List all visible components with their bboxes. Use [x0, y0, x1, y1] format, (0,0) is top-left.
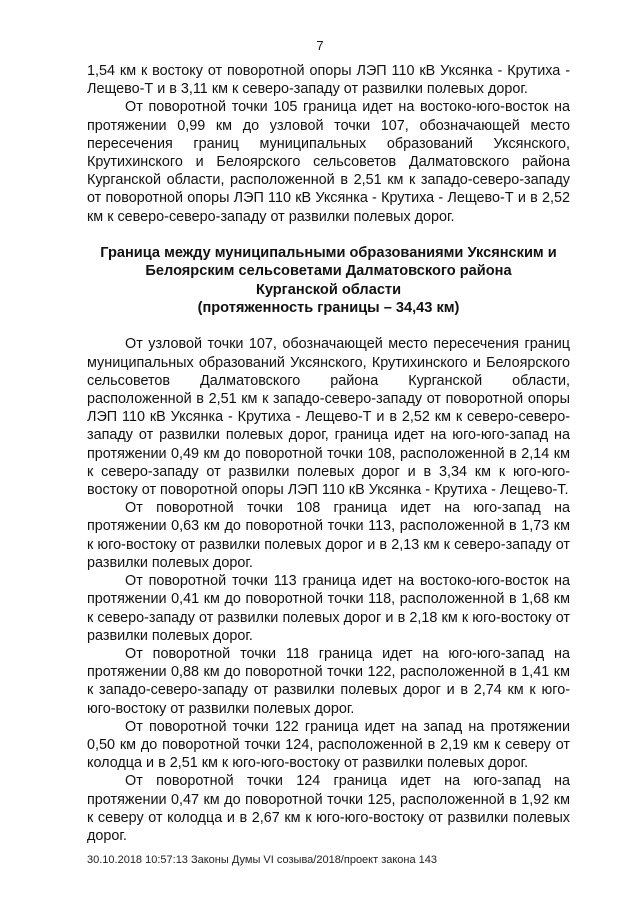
paragraph: От поворотной точки 122 граница идет на запад на протяжении 0,50 км до поворотной точки 124, расположенной в 2,19 км к северу от колодца и в 2,51 км к юго-юго-востоку от развилки полевых дорог.	[87, 718, 570, 772]
paragraph: От поворотной точки 105 граница идет на востоко-юго-восток на протяжении 0,99 км до узловой точки 107, обозначающей место пересечения границ муниципальных образований Уксянского, Крутихинского и Белоярского сельсоветов Далматовского района Курганской области, расположенной в 2,51 км к западо-северо-западу от поворотной опоры ЛЭП 110 кВ Уксянка - Крутиха - Лещево-Т и в 2,52 км к северо-северо-западу от развилки полевых дорог.	[87, 99, 570, 225]
section-heading-line: Курганской области	[255, 281, 402, 298]
paragraph: От поворотной точки 118 граница идет на юго-юго-запад на протяжении 0,88 км до поворотной точки 122, расположенной в 1,41 км к западо-северо-западу от развилки полевых дорог и в 2,74 км к юго-юго-востоку от развилки полевых дорог.	[87, 645, 570, 717]
section-heading-length: (протяженность границы – 34,43 км)	[197, 300, 460, 317]
paragraph: От поворотной точки 108 граница идет на юго-запад на протяжении 0,63 км до поворотной точки 113, расположенной в 1,73 км к юго-востоку от развилки полевых дорог и в 2,13 км к северо-западу от развилки полевых дорог.	[87, 500, 570, 571]
section-heading-line: Белоярским сельсоветами Далматовского района	[145, 263, 512, 280]
page-number: 7	[316, 38, 324, 53]
document-footer: 30.10.2018 10:57:13 Законы Думы VI созыва/2018/проект закона 143	[87, 854, 438, 866]
paragraph: 1,54 км к востоку от поворотной опоры ЛЭП 110 кВ Уксянка - Крутиха - Лещево-Т и в 3,11 км к северо-западу от развилки полевых дорог.	[87, 63, 570, 98]
paragraph: От узловой точки 107, обозначающей место пересечения границ муниципальных образований Уксянского, Крутихинского и Белоярского сельсоветов Далматовского района Курганской области, расположенной в 2,51 км к западо-северо-западу от поворотной опоры ЛЭП 110 кВ Уксянка - Крутиха - Лещево-Т и в 2,52 км к северо-северо-западу от развилки полевых дорог, граница идет на юго-юго-запад на протяжении 0,49 км до поворотной точки 108, расположенной в 2,14 км к северо-западу от развилки полевых дорог и в 3,34 км к юго-юго-востоку от поворотной опоры ЛЭП 110 кВ Уксянка - Крутиха - Лещево-Т.	[87, 336, 570, 499]
paragraph: От поворотной точки 124 граница идет на юго-запад на протяжении 0,47 км до поворотной точки 125, расположенной в 1,92 км к северу от колодца и в 2,67 км к юго-юго-востоку от развилки полевых дорог.	[87, 773, 570, 844]
document-body	[87, 62, 570, 845]
paragraph: От поворотной точки 113 граница идет на востоко-юго-восток на протяжении 0,41 км до поворотной точки 118, расположенной в 1,68 км к северо-западу от развилки полевых дорог и в 2,18 км к юго-востоку от развилки полевых дорог.	[87, 573, 570, 644]
section-heading	[87, 244, 570, 318]
section-heading-line: Граница между муниципальными образованиями Уксянским и	[100, 244, 557, 261]
